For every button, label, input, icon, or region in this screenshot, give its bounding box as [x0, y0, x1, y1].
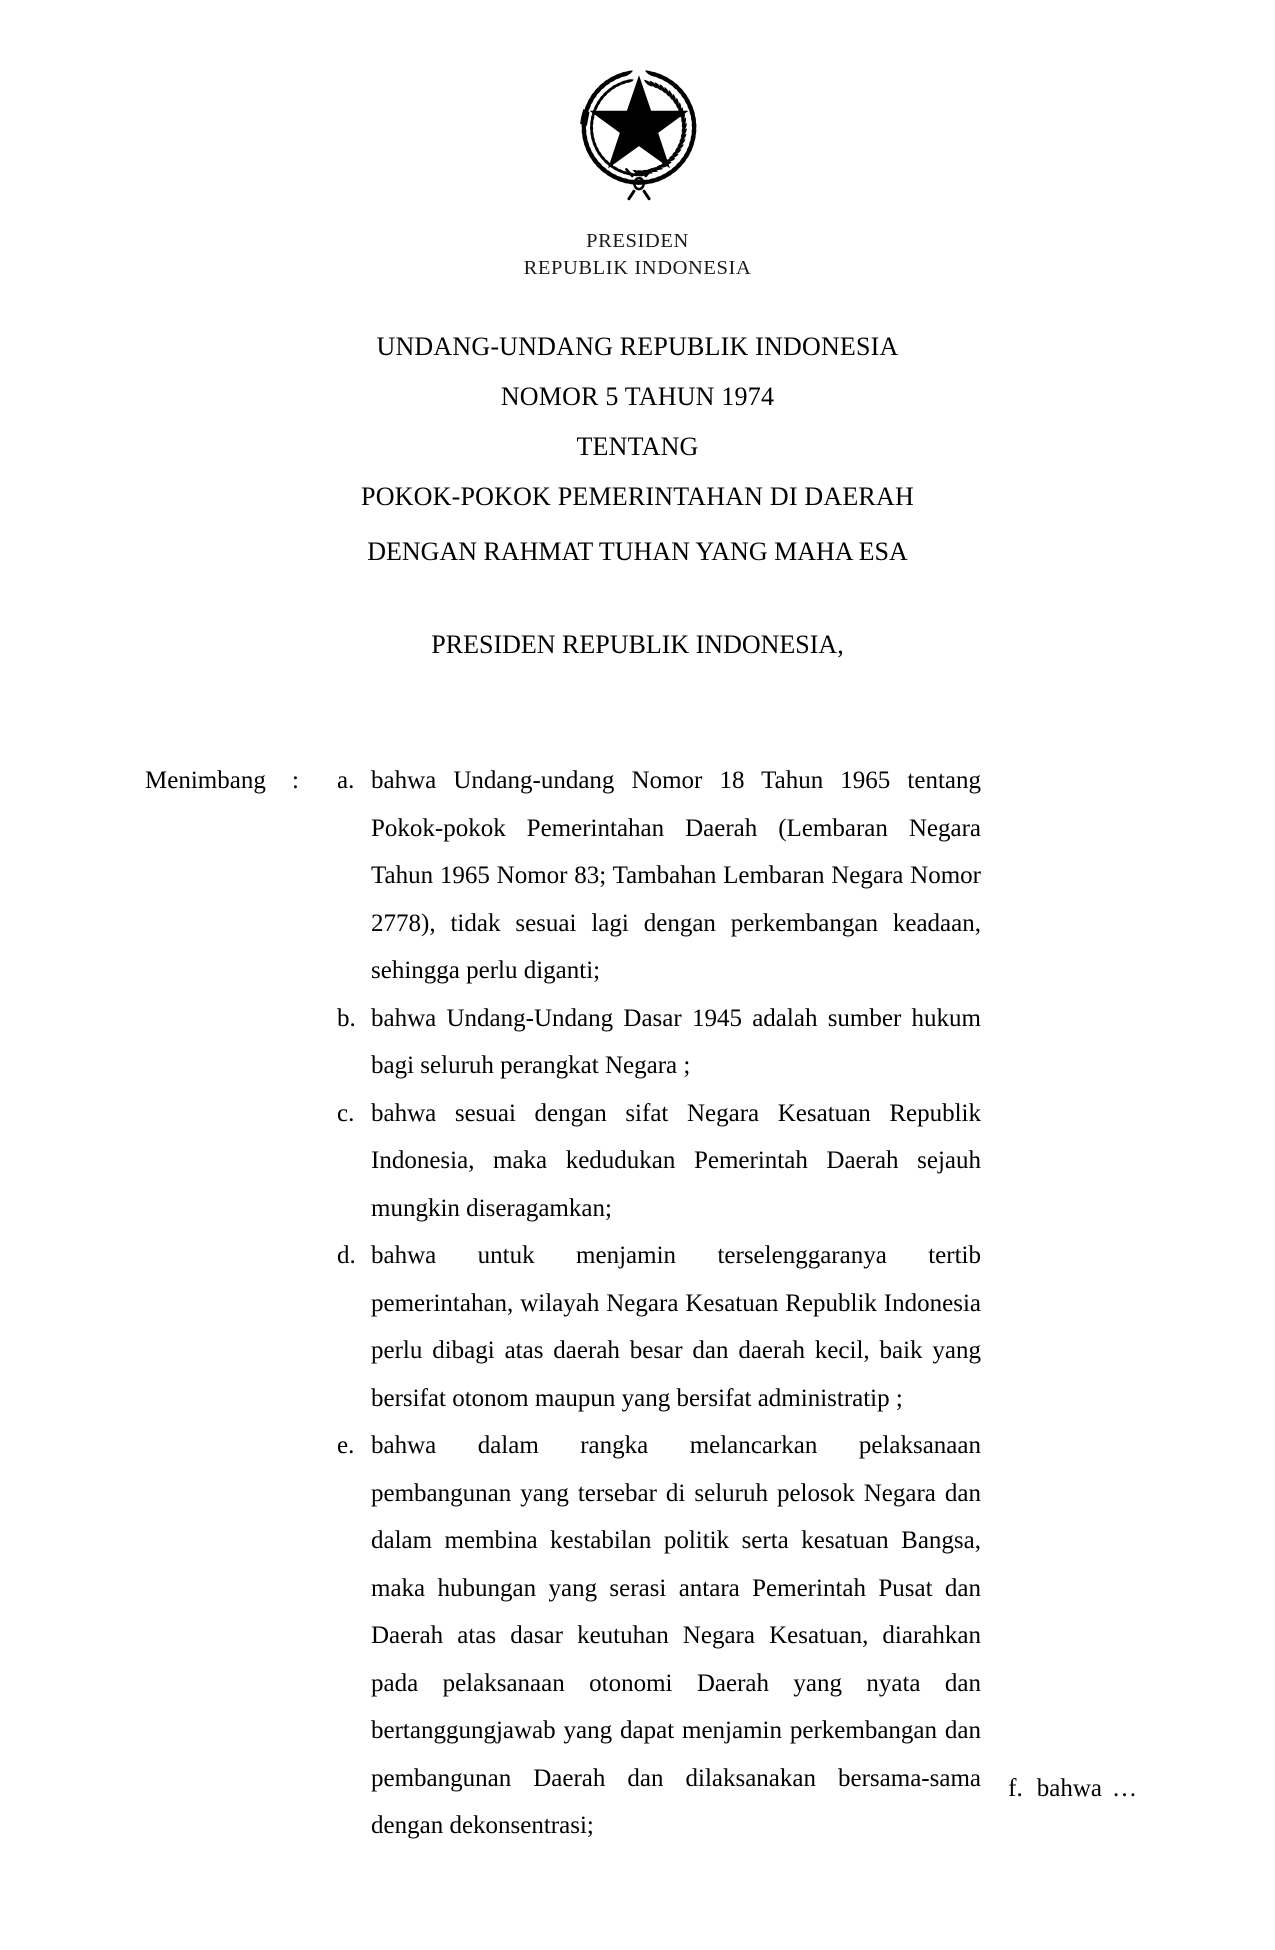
- consideration-text-d: bahwa untuk menjamin terselenggaranya tertib pemerintahan, wilayah Negara Kesatuan Republik Indonesia perlu dibagi atas daerah besar dan daerah kecil, baik yang bersifat otonom maupun yang bersifat administratip ;: [371, 1242, 981, 1412]
- enactor-block: [0, 620, 1275, 670]
- page-catchword: [0, 1765, 1275, 1813]
- title-line-law-type: UNDANG-UNDANG REPUBLIK INDONESIA: [376, 332, 899, 361]
- emblem-container: [0, 40, 1275, 208]
- consideration-text-b: bahwa Undang-Undang Dasar 1945 adalah sumber hukum bagi seluruh perangkat Negara ;: [371, 1004, 981, 1079]
- consideration-marker-c: c.: [337, 1099, 355, 1127]
- consideration-marker-b: b.: [337, 1004, 356, 1032]
- consideration-marker-a: a.: [337, 767, 355, 794]
- document-title-block: [0, 322, 1275, 522]
- indonesian-presidential-seal-icon: [555, 40, 723, 208]
- consideration-item-b: [337, 995, 1275, 1090]
- invocation-block: [0, 527, 1275, 577]
- enactor-line: PRESIDEN REPUBLIK INDONESIA,: [431, 630, 844, 659]
- consideration-text-c: bahwa sesuai dengan sifat Negara Kesatuan Republik Indonesia, maka kedudukan Pemerintah Daerah sejauh mungkin diseragamkan;: [371, 1099, 981, 1222]
- consideration-item-d: [337, 1232, 1275, 1422]
- consideration-item-c: [337, 1090, 1275, 1233]
- title-line-tentang: TENTANG: [576, 432, 699, 461]
- considerations-section: [0, 757, 1275, 1850]
- title-line-subject: POKOK-POKOK PEMERINTAHAN DI DAERAH: [361, 482, 914, 511]
- consideration-item-a: [0, 757, 1275, 995]
- letterhead-line-presiden: PRESIDEN: [586, 230, 689, 252]
- consideration-marker-e: e.: [337, 1432, 355, 1459]
- catchword-text: bahwa: [1036, 1775, 1102, 1802]
- invocation-line: DENGAN RAHMAT TUHAN YANG MAHA ESA: [367, 537, 908, 566]
- letterhead: [0, 228, 1275, 281]
- catchword-marker: f.: [1008, 1775, 1023, 1802]
- letterhead-line-republik-indonesia: REPUBLIK INDONESIA: [523, 256, 752, 279]
- considerations-colon: :: [292, 767, 299, 794]
- title-line-number-year: NOMOR 5 TAHUN 1974: [500, 382, 775, 411]
- consideration-text-e: bahwa dalam rangka melancarkan pelaksanaan pembangunan yang tersebar di seluruh pelosok Negara dan dalam membina kestabilan politik serta kesatuan Bangsa, maka hubungan yang serasi antara Pemerintah Pusat dan Daerah atas dasar keutuhan Negara Kesatuan, diarahkan pada pelaksanaan otonomi Daerah yang nyata dan bertanggungjawab yang dapat menjamin perkembangan dan pembangunan Daerah dan dilaksanakan bersama-sama dengan dekonsentrasi;: [371, 1432, 981, 1839]
- consideration-text-a: bahwa Undang-undang Nomor 18 Tahun 1965 tentang Pokok-pokok Pemerintahan Daerah (Lembaran Negara Tahun 1965 Nomor 83; Tambahan Lembaran Negara Nomor 2778), tidak sesuai lagi dengan perkembangan keadaan, sehingga perlu diganti;: [371, 767, 981, 984]
- considerations-label: Menimbang: [145, 767, 266, 794]
- catchword-ellipsis: …: [1112, 1775, 1137, 1802]
- consideration-marker-d: d.: [337, 1242, 356, 1269]
